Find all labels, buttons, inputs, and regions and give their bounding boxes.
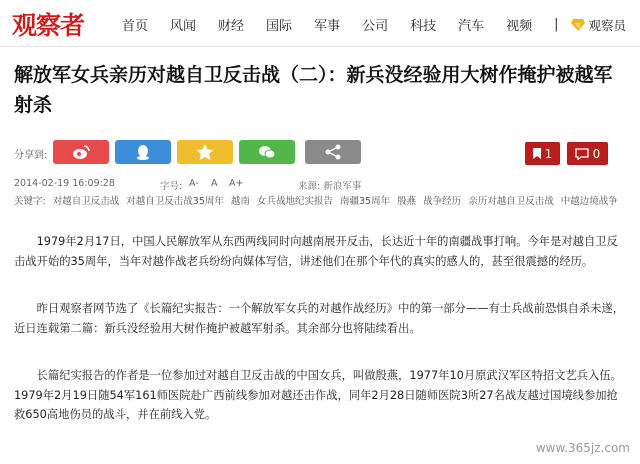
share-label: 分享到:	[14, 150, 48, 161]
star-icon	[196, 144, 214, 160]
font-size-larger[interactable]: A+	[229, 178, 244, 189]
watermark: www.365jz.com	[535, 441, 630, 455]
keyword-link[interactable]: 对越自卫反击战	[52, 196, 120, 207]
nav-item-finance[interactable]: 财经	[218, 19, 245, 34]
keyword-link[interactable]: 对越自卫反击战35周年	[126, 196, 224, 207]
comment-button[interactable]	[567, 142, 608, 165]
keyword-link[interactable]: 南疆35周年	[340, 196, 391, 207]
keyword-link[interactable]: 殷燕	[397, 196, 417, 207]
keywords	[14, 194, 626, 210]
article-title: 解放军女兵亲历对越自卫反击战（二）：新兵没经验用大树作掩护被越军射杀	[14, 64, 613, 116]
share-weibo-button[interactable]	[53, 140, 109, 164]
wechat-icon	[258, 144, 276, 160]
bookmark-button[interactable]	[525, 142, 560, 165]
member-label: 观察员	[588, 17, 627, 33]
font-size-normal[interactable]: A	[211, 178, 218, 189]
bookmark-icon	[533, 148, 541, 159]
article-paragraph: 长篇纪实报告的作者是一位参加过对越自卫反击战的中国女兵，叫做殷燕，1977年10月原武汉军区特招文艺兵入伍。1979年2月19日随54军161师医院赴广西前线参加对越还击作战，同年2月28日随师医院3所27名战友越过国境线参加抢救650高地伤员的战斗，并在前线入党。	[14, 369, 622, 421]
nav-item-tech[interactable]: 科技	[410, 19, 437, 34]
comment-icon	[575, 148, 589, 160]
keywords-label: 关键字:	[14, 196, 46, 207]
keyword-link[interactable]: 女兵战地纪实报告	[256, 196, 333, 207]
top-nav-bar	[0, 0, 640, 47]
share-bar	[14, 140, 626, 166]
article-body	[14, 232, 626, 453]
article-source: 来源: 新浪军事	[298, 181, 362, 192]
nav-item-video[interactable]: 视频	[506, 19, 533, 34]
nav-separator: |	[554, 17, 559, 32]
nav-item-international[interactable]: 国际	[266, 19, 293, 34]
nav-item-home[interactable]: 首页	[122, 19, 149, 34]
share-wechat-button[interactable]	[239, 140, 295, 164]
main-nav	[122, 15, 626, 34]
bookmark-count: 1	[544, 146, 553, 161]
qq-icon	[134, 144, 152, 160]
nav-item-company[interactable]: 公司	[362, 19, 389, 34]
share-qq-button[interactable]	[115, 140, 171, 164]
share-icon	[324, 144, 342, 160]
nav-item-auto[interactable]: 汽车	[458, 19, 485, 34]
keyword-link[interactable]: 战争经历	[423, 196, 462, 207]
member-link[interactable]	[571, 16, 627, 34]
font-size-label: 字号:	[160, 181, 183, 192]
keyword-link[interactable]: 越南	[230, 196, 250, 207]
nav-item-military[interactable]: 军事	[314, 19, 341, 34]
keyword-link[interactable]: 亲历对越自卫反击战	[468, 196, 554, 207]
share-more-button[interactable]	[305, 140, 361, 164]
article-paragraph: 1979年2月17日，中国人民解放军从东西两线同时向越南展开反击，长达近十年的南疆战事打响。今年是对越自卫反击战开始的35周年，当年对越作战老兵纷纷向媒体写信，讲述他们在那个年代的真实的感人的，甚至很震撼的经历。	[14, 235, 618, 268]
font-size-smaller[interactable]: A-	[189, 178, 199, 189]
gem-icon	[571, 19, 585, 31]
weibo-icon	[72, 144, 90, 160]
site-logo[interactable]: 观察者	[12, 11, 85, 40]
comment-count: 0	[592, 146, 601, 161]
keyword-link[interactable]: 中越边境战争	[560, 196, 618, 207]
nav-item-fengwen[interactable]: 风闻	[170, 19, 197, 34]
share-qzone-button[interactable]	[177, 140, 233, 164]
article-paragraph: 昨日观察者网节选了《长篇纪实报告：一个解放军女兵的对越作战经历》中的第一部分——有士兵战前恐惧自杀未遂，近日连载第二篇：新兵没经验用大树作掩护被越军射杀。其余部分也将陆续看出。	[14, 302, 625, 335]
publish-date: 2014-02-19 16:09:28	[14, 178, 115, 189]
